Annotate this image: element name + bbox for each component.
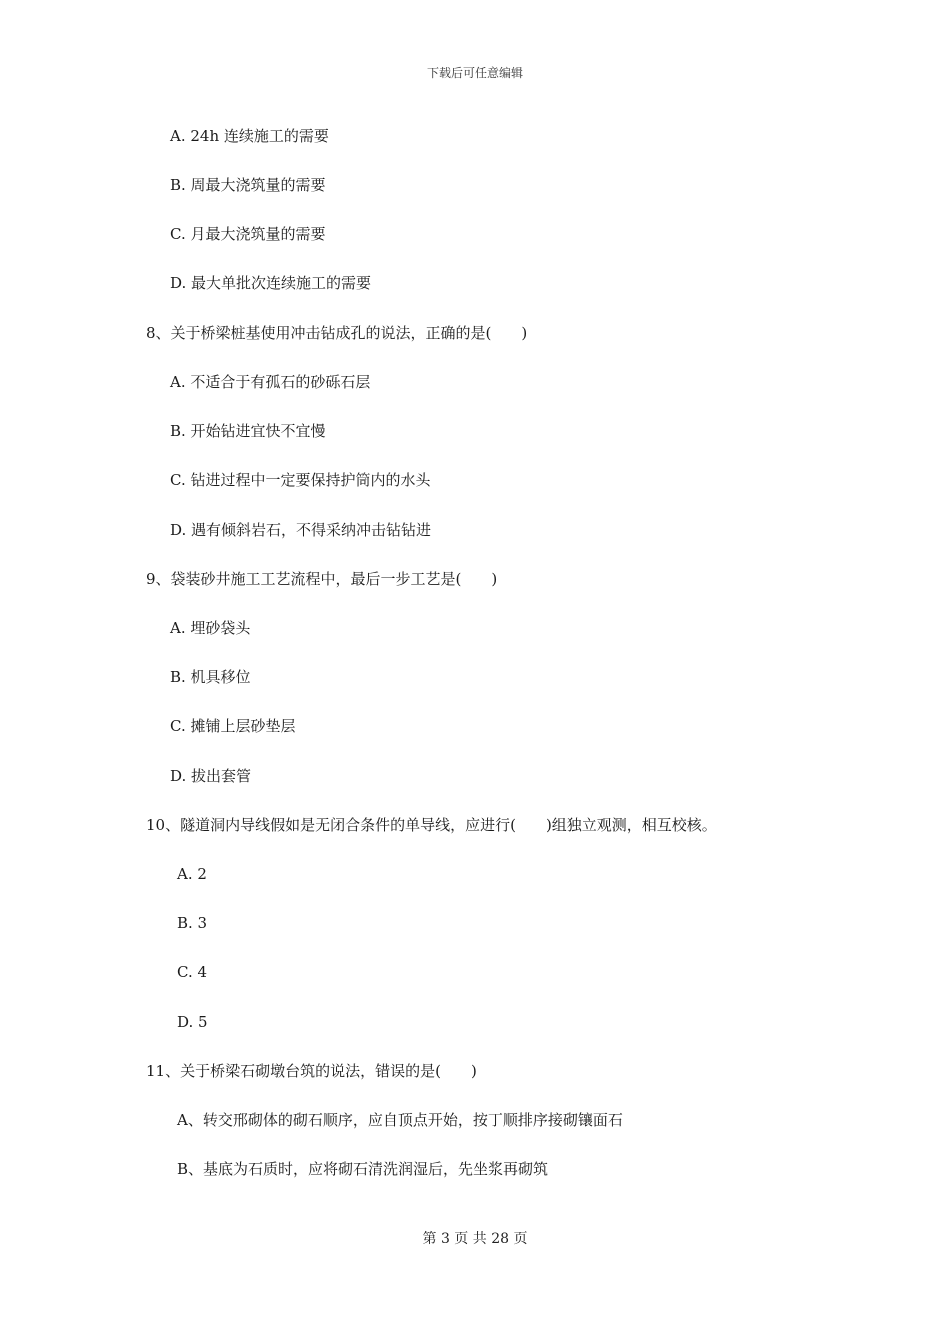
q7-option-b: B. 周最大浇筑量的需要	[170, 176, 326, 194]
q11-option-b: B、基底为石质时，应将砌石清洗润湿后，先坐浆再砌筑	[177, 1160, 549, 1178]
q10-option-a: A. 2	[177, 865, 207, 883]
q10-option-c: C. 4	[177, 963, 208, 981]
q8-option-b: B. 开始钻进宜快不宜慢	[170, 422, 326, 440]
q8-option-d: D. 遇有倾斜岩石，不得采纳冲击钻钻进	[170, 521, 432, 539]
q10-option-b: B. 3	[177, 914, 208, 932]
q11-option-a: A、转交邢砌体的砌石顺序，应自顶点开始，按丁顺排序接砌镶面石	[177, 1111, 623, 1129]
q8-stem: 8、关于桥梁桩基使用冲击钻成孔的说法，正确的是( )	[146, 324, 528, 342]
q10-stem: 10、隧道洞内导线假如是无闭合条件的单导线，应进行( )组独立观测，相互校核。	[146, 816, 717, 834]
page-header: 下载后可任意编辑	[426, 66, 523, 80]
q7-option-d: D. 最大单批次连续施工的需要	[170, 274, 372, 292]
q9-stem: 9、袋装砂井施工工艺流程中，最后一步工艺是( )	[146, 570, 498, 588]
q9-option-c: C. 摊铺上层砂垫层	[170, 717, 296, 735]
q8-option-c: C. 钻进过程中一定要保持护筒内的水头	[170, 471, 431, 489]
q10-option-d: D. 5	[177, 1013, 208, 1031]
page-footer: 第 3 页 共 28 页	[422, 1231, 528, 1247]
q9-option-b: B. 机具移位	[170, 668, 251, 686]
q8-option-a: A. 不适合于有孤石的砂砾石层	[170, 373, 371, 391]
q7-option-c: C. 月最大浇筑量的需要	[170, 225, 326, 243]
q9-option-a: A. 埋砂袋头	[170, 619, 251, 637]
q11-stem: 11、关于桥梁石砌墩台筑的说法，错误的是( )	[146, 1062, 477, 1080]
q9-option-d: D. 拔出套管	[170, 767, 252, 785]
q7-option-a: A. 24h 连续施工的需要	[170, 127, 329, 145]
